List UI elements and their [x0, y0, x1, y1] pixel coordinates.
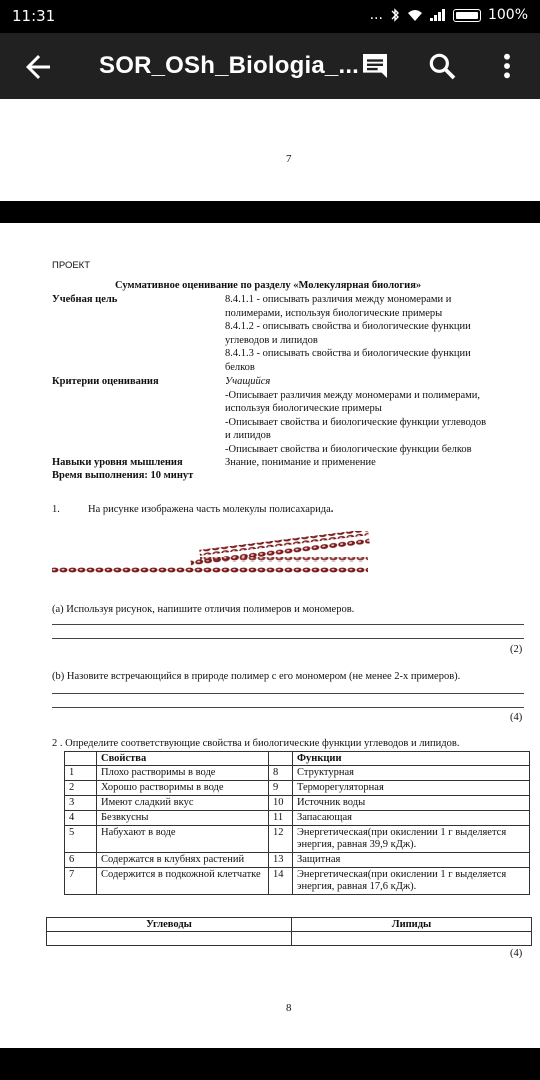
time-label: Время выполнения: 10 минут: [52, 470, 194, 481]
status-time: 11:31: [12, 7, 56, 25]
question-b-text: (b) Назовите встречающийся в природе полимер с его мономером (не менее 2-х примеров).: [52, 671, 461, 682]
answer-line: [52, 707, 524, 708]
col-properties: Свойства: [97, 752, 269, 766]
page-number: 7: [286, 153, 292, 165]
battery-percent: 100%: [487, 7, 528, 23]
q1-text: На рисунке изображена часть молекулы полисахарида.: [88, 504, 334, 515]
table-row: 7 Содержится в подкожной клетчатке 14 Энергетическая(при окислении 1 г выделяется энергия, равная 17,6 кДж).: [65, 868, 530, 895]
question-b-score: (4): [510, 712, 523, 723]
document-page-8: [0, 223, 540, 1048]
more-vert-icon[interactable]: [491, 50, 523, 82]
col-carbohydrates: Углеводы: [47, 918, 292, 932]
goal-line: углеводов и липидов: [225, 334, 318, 346]
goal-line: белков: [225, 361, 255, 373]
table-row: 5 Набухают в воде 12 Энергетическая(при окислении 1 г выделяется энергия, равная 39,9 кДж).: [65, 826, 530, 853]
q1-number: 1.: [52, 504, 60, 515]
table-row: 2 Хорошо растворимы в воде 9 Терморегуляторная: [65, 781, 530, 796]
status-dots: ...: [369, 7, 383, 23]
question-a-score: (2): [510, 644, 523, 655]
wifi-icon: [407, 9, 423, 22]
polysaccharide-chain-image: [50, 531, 370, 579]
criteria-list: [225, 375, 486, 456]
signal-icon: [430, 9, 446, 21]
status-bar: [0, 0, 540, 33]
criteria-line: -Описывает свойства и биологические функции углеводов: [225, 416, 487, 428]
page-heading: Суммативное оценивание по разделу «Молекулярная биология»: [115, 280, 422, 291]
back-arrow-icon[interactable]: [20, 49, 56, 85]
answer-line: [52, 624, 524, 625]
comment-icon[interactable]: [359, 50, 391, 82]
goal-label: Учебная цель: [52, 294, 118, 305]
table-row: 3 Имеют сладкий вкус 10 Источник воды: [65, 796, 530, 811]
question-2-text: 2 . Определите соответствующие свойства и биологические функции углеводов и липидов.: [52, 738, 460, 749]
criteria-student: Учащийся: [225, 376, 271, 387]
table-header-row: [65, 752, 530, 766]
col-functions: Функции: [293, 752, 530, 766]
status-icons: [370, 7, 528, 23]
page-number: 8: [286, 1002, 292, 1014]
question-2-score: (4): [510, 948, 523, 959]
answer-line: [52, 693, 524, 694]
header-label: ПРОЕКТ: [52, 260, 91, 271]
table-row: 1 Плохо растворимы в воде 8 Структурная: [65, 766, 530, 781]
col-lipids: Липиды: [292, 918, 532, 932]
table-row: 6 Содержатся в клубнях растений 13 Защитная: [65, 853, 530, 868]
criteria-line: и липидов: [225, 430, 271, 441]
answer-table-row: [47, 932, 532, 946]
bluetooth-icon: [390, 8, 400, 22]
document-title: SOR_OSh_Biologia_...: [99, 52, 360, 79]
properties-functions-table: [64, 751, 530, 895]
goal-list: [225, 293, 471, 374]
goal-line: 8.4.1.2 - описывать свойства и биологические функции: [225, 321, 471, 332]
app-bar: [0, 33, 540, 99]
table-row: 4 Безвкусны 11 Запасающая: [65, 811, 530, 826]
answer-table: [46, 917, 532, 946]
answer-table-header: [47, 918, 532, 932]
goal-line: полимерами, используя биологические примеры: [225, 307, 443, 319]
skills-label: Навыки уровня мышления: [52, 457, 183, 468]
skills-value: Знание, понимание и применение: [225, 457, 376, 468]
goal-line: 8.4.1.1 - описывать различия между мономерами и: [225, 294, 452, 305]
criteria-line: используя биологические примеры: [225, 403, 382, 414]
question-a-text: (a) Используя рисунок, напишите отличия полимеров и мономеров.: [52, 604, 355, 615]
answer-line: [52, 638, 524, 639]
document-page-7: [0, 99, 540, 201]
search-icon[interactable]: [426, 50, 458, 82]
battery-icon: [453, 9, 481, 22]
criteria-label: Критерии оценивания: [52, 376, 159, 387]
criteria-line: -Описывает различия между мономерами и полимерами,: [225, 389, 481, 401]
criteria-line: -Описывает свойства и биологические функции белков: [225, 443, 472, 455]
goal-line: 8.4.1.3 - описывать свойства и биологические функции: [225, 348, 471, 359]
